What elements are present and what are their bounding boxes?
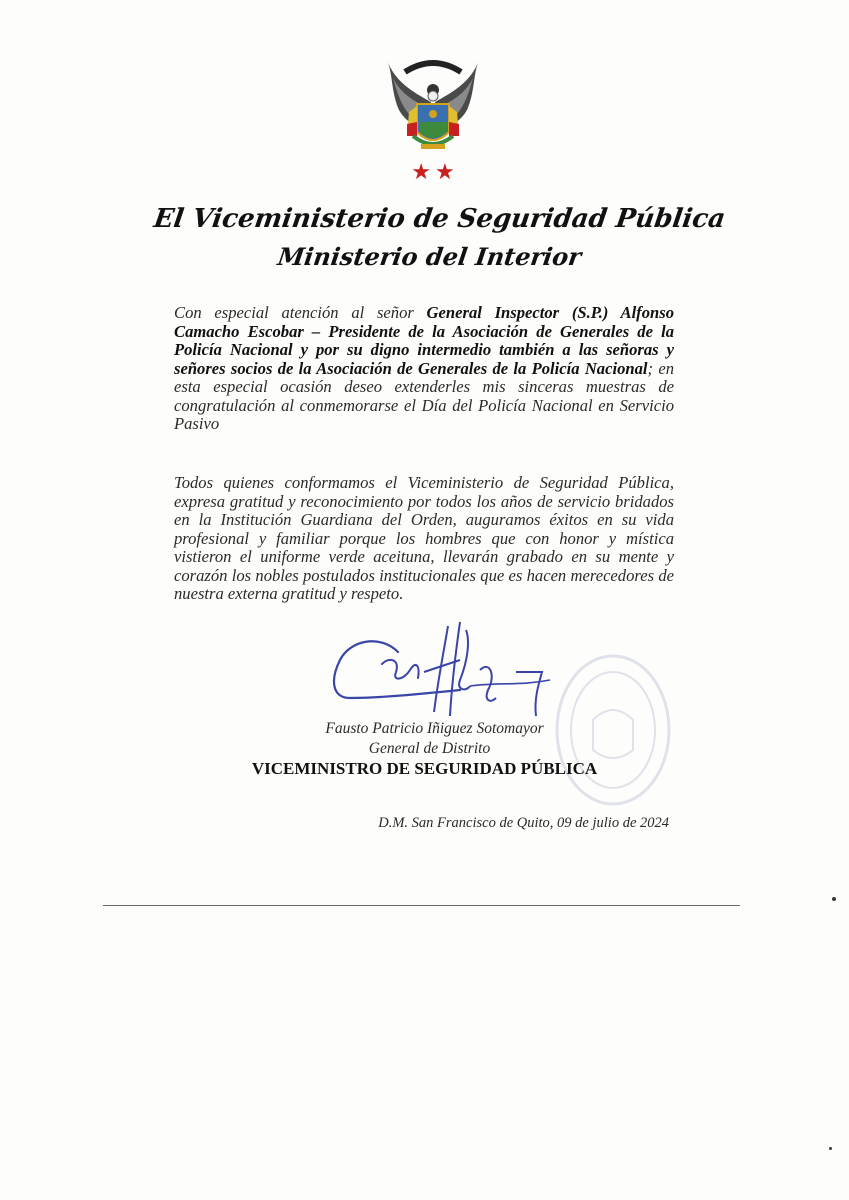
- handwritten-signature: [320, 620, 560, 720]
- heading-viceministerio: El Viceministerio de Seguridad Pública: [151, 204, 728, 234]
- signer-rank: General de Distrito: [368, 740, 491, 757]
- signer-name: Fausto Patricio Iñiguez Sotomayor: [325, 720, 544, 737]
- paragraph-dedication-tail: ; en esta especial ocasión deseo extenderles mis sinceras muestras de congratulación al conmemorarse el Día del Policía Nacional en Servicio Pasivo: [174, 358, 674, 433]
- paragraph-gratitude: Todos quienes conformamos el Viceministerio de Seguridad Pública, expresa gratitud y reconocimiento por todos los años de servicio bridados en la Institución Guardiana del Orden, auguramos éxitos en su vida profesional y familiar porque los hombres que con honor y mística vistieron el uniforme verde aceituna, llevarán grabado en su mente y corazón los nobles postulados institucionales que es hacen merecedores de nuestra externa gratitud y respeto.: [174, 473, 674, 603]
- rank-stars: ★★: [411, 159, 459, 184]
- signer-title: VICEMINISTRO DE SEGURIDAD PÚBLICA: [251, 759, 598, 778]
- police-emblem-logo: [383, 52, 483, 160]
- paragraph-dedication-lead: Con especial atención al señor: [174, 303, 427, 322]
- place-and-date: D.M. San Francisco de Quito, 09 de julio de 2024: [378, 815, 669, 831]
- footer-divider: [103, 905, 740, 906]
- paragraph-dedication: [174, 304, 674, 434]
- scan-mark: [829, 1147, 832, 1150]
- paragraph-dedication-bold: General Inspector (S.P.) Alfonso Camacho Escobar – Presidente de la Asociación de Generales de la Policía Nacional y por su digno intermedio también a las señoras y señores socios de la Asociación de Generales de la Policía Nacional: [174, 303, 674, 378]
- heading-ministerio: Ministerio del Interior: [275, 242, 584, 271]
- scan-mark: [832, 897, 836, 901]
